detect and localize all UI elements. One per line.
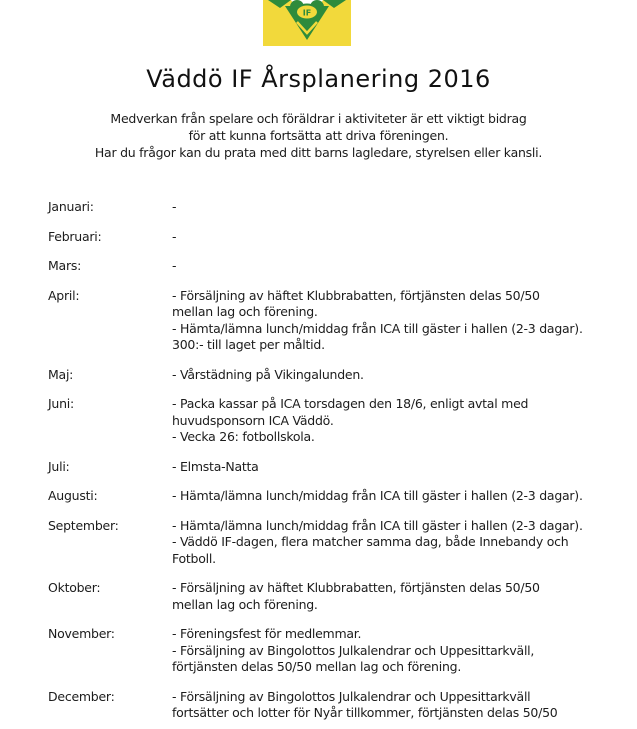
month-activities <box>172 580 637 613</box>
schedule-row-juni <box>48 396 637 446</box>
schedule-row-februari <box>48 229 637 246</box>
activity-line: huvudsponsorn ICA Väddö. <box>172 412 334 428</box>
month-label: Mars: <box>48 258 82 273</box>
schedule-row-augusti <box>48 488 637 505</box>
page-title: Väddö IF Årsplanering 2016 <box>146 65 491 93</box>
activity-line: förtjänsten delas 50/50 mellan lag och förening. <box>172 659 462 674</box>
schedule-row-maj <box>48 367 637 384</box>
schedule-row-december <box>48 689 637 722</box>
month-label: Februari: <box>48 228 102 244</box>
month-label: Oktober: <box>48 580 101 595</box>
month-activities <box>172 518 637 568</box>
activity-line: - Vecka 26: fotbollskola. <box>172 429 315 444</box>
activity-line: - Hämta/lämna lunch/middag från ICA till gäster i hallen (2-3 dagar). <box>172 320 583 336</box>
month-activities <box>172 689 637 722</box>
logo-monogram: IF <box>302 8 311 18</box>
month-activities <box>172 396 637 446</box>
schedule-row-oktober <box>48 580 637 613</box>
activity-line: - Packa kassar på ICA torsdagen den 18/6, enligt avtal med <box>172 396 529 411</box>
month-activities <box>172 288 637 354</box>
activity-line: - <box>172 199 177 214</box>
activity-line: - Försäljning av häftet Klubbrabatten, förtjänsten delas 50/50 <box>172 287 540 303</box>
intro-line: Har du frågor kan du prata med ditt barns lagledare, styrelsen eller kansli. <box>94 145 543 160</box>
month-label: September: <box>48 517 119 533</box>
schedule-row-november <box>48 626 637 676</box>
activity-line: - <box>172 228 177 244</box>
schedule-row-mars <box>48 258 637 275</box>
month-label: Juli: <box>48 458 70 474</box>
month-activities <box>172 367 637 384</box>
month-activities <box>172 199 637 216</box>
month-activities <box>172 229 637 246</box>
month-label: November: <box>48 626 115 641</box>
activity-line: - Hämta/lämna lunch/middag från ICA till gäster i hallen (2-3 dagar). <box>172 517 583 533</box>
club-crest-icon <box>263 0 351 46</box>
schedule-row-juli <box>48 459 637 476</box>
month-activities <box>172 459 637 476</box>
intro-line: Medverkan från spelare och föräldrar i aktiviteter är ett viktigt bidrag <box>110 111 527 126</box>
activity-line: - Försäljning av häftet Klubbrabatten, förtjänsten delas 50/50 <box>172 580 540 595</box>
club-crest-logo <box>263 0 351 46</box>
activity-line: - Hämta/lämna lunch/middag från ICA till gäster i hallen (2-3 dagar). <box>172 488 583 503</box>
month-label: Januari: <box>48 199 94 214</box>
month-label: April: <box>48 287 80 303</box>
schedule-list <box>48 199 637 722</box>
month-label: Maj: <box>48 366 74 382</box>
month-activities <box>172 626 637 676</box>
intro-line: för att kunna fortsätta att driva föreningen. <box>188 128 449 143</box>
activity-line: - Vårstädning på Vikingalunden. <box>172 366 364 382</box>
activity-line: Fotboll. <box>172 550 216 566</box>
month-activities <box>172 488 637 505</box>
month-label: Juni: <box>48 396 74 411</box>
activity-line: - Väddö IF-dagen, flera matcher samma dag, både Innebandy och <box>172 534 569 549</box>
schedule-row-april <box>48 288 637 354</box>
intro-paragraph <box>0 110 637 161</box>
activity-line: - Försäljning av Bingolottos Julkalendrar och Uppesittarkväll, <box>172 642 535 658</box>
schedule-row-januari <box>48 199 637 216</box>
activity-line: fortsätter och lotter för Nyår tillkommer, förtjänsten delas 50/50 <box>172 705 558 720</box>
month-activities <box>172 258 637 275</box>
activity-line: - <box>172 258 177 273</box>
activity-line: 300:- till laget per måltid. <box>172 337 325 352</box>
schedule-row-september <box>48 518 637 568</box>
activity-line: - Elmsta-Natta <box>172 458 259 474</box>
activity-line: mellan lag och förening. <box>172 596 318 612</box>
activity-line: - Föreningsfest för medlemmar. <box>172 626 362 641</box>
activity-line: - Försäljning av Bingolottos Julkalendrar och Uppesittarkväll <box>172 688 531 704</box>
activity-line: mellan lag och förening. <box>172 304 318 319</box>
month-label: Augusti: <box>48 488 98 503</box>
month-label: December: <box>48 688 115 704</box>
